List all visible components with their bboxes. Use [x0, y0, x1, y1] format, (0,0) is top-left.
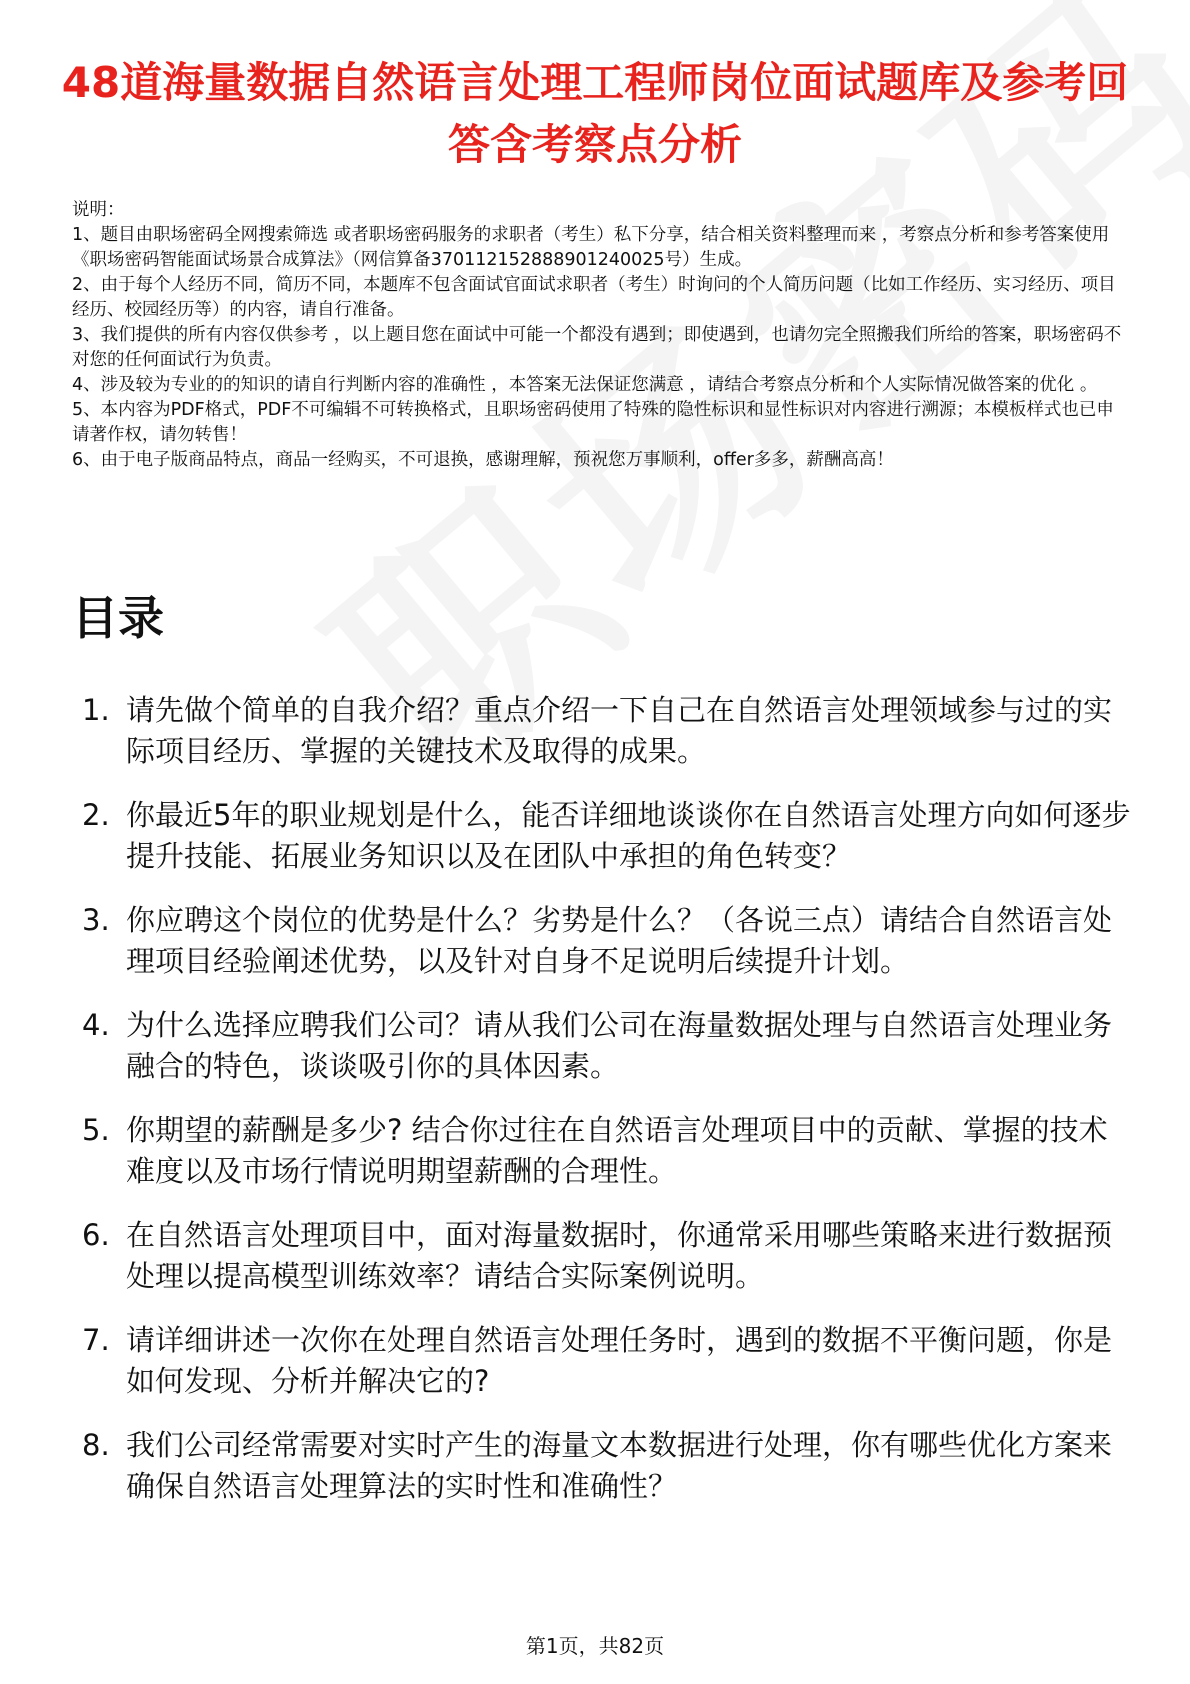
- question-list: [72, 690, 1132, 1530]
- question-number: 8.: [82, 1428, 110, 1462]
- question-text: 你应聘这个岗位的优势是什么？劣势是什么？（各说三点）请结合自然语言处理项目经验阐述优势，以及针对自身不足说明后续提升计划。: [126, 903, 1113, 978]
- page-title: 48道海量数据自然语言处理工程师岗位面试题库及参考回答含考察点分析: [61, 58, 1129, 169]
- question-text: 请先做个简单的自我介绍？重点介绍一下自己在自然语言处理领域参与过的实际项目经历、掌握的关键技术及取得的成果。: [126, 693, 1113, 768]
- question-item: [72, 1425, 1132, 1507]
- notice-item: 4、涉及较为专业的的知识的请自行判断内容的准确性 ，本答案无法保证您满意 ，请结合考察点分析和个人实际情况做答案的优化 。: [72, 375, 1098, 395]
- question-item: [72, 795, 1132, 877]
- notice-item: 6、由于电子版商品特点，商品一经购买，不可退换，感谢理解，预祝您万事顺利，offer多多，薪酬高高！: [72, 450, 894, 470]
- question-number: 2.: [82, 798, 110, 832]
- question-number: 7.: [82, 1323, 110, 1357]
- question-item: [72, 1320, 1132, 1402]
- notice-item: 3、我们提供的所有内容仅供参考 ，以上题目您在面试中可能一个都没有遇到；即使遇到，也请勿完全照搬我们所给的答案，职场密码不对您的任何面试行为负责。: [72, 325, 1122, 370]
- notice-item: 5、本内容为PDF格式，PDF不可编辑不可转换格式，且职场密码使用了特殊的隐性标识和显性标识对内容进行溯源；本模板样式也已申请著作权，请勿转售！: [72, 400, 1114, 445]
- question-text: 你期望的薪酬是多少? 结合你过往在自然语言处理项目中的贡献、掌握的技术难度以及市场行情说明期望薪酬的合理性。: [126, 1113, 1108, 1188]
- question-number: 6.: [82, 1218, 110, 1252]
- question-text: 请详细讲述一次你在处理自然语言处理任务时，遇到的数据不平衡问题，你是如何发现、分析并解决它的?: [126, 1323, 1113, 1398]
- question-number: 3.: [82, 903, 110, 937]
- notice-section: [72, 198, 1122, 473]
- notice-item: 2、由于每个人经历不同，简历不同，本题库不包含面试官面试求职者（考生）时询问的个人简历问题（比如工作经历、实习经历、项目经历、校园经历等）的内容，请自行准备。: [72, 275, 1116, 320]
- question-text: 你最近5年的职业规划是什么，能否详细地谈谈你在自然语言处理方向如何逐步提升技能、拓展业务知识以及在团队中承担的角色转变？: [126, 798, 1131, 873]
- question-number: 5.: [82, 1113, 110, 1147]
- question-text: 我们公司经常需要对实时产生的海量文本数据进行处理，你有哪些优化方案来确保自然语言处理算法的实时性和准确性？: [126, 1428, 1113, 1503]
- question-item: [72, 690, 1132, 772]
- toc-heading: 目录: [72, 591, 164, 645]
- page-footer: 第1页，共82页: [525, 1634, 665, 1658]
- question-item: [72, 900, 1132, 982]
- question-item: [72, 1005, 1132, 1087]
- question-number: 4.: [82, 1008, 110, 1042]
- question-item: [72, 1215, 1132, 1297]
- notice-item: 1、题目由职场密码全网搜索筛选 或者职场密码服务的求职者（考生）私下分享，结合相关资料整理而来 ，考察点分析和参考答案使用《职场密码智能面试场景合成算法》（网信算备370112152888901240025号）生成。: [72, 225, 1110, 270]
- question-text: 在自然语言处理项目中，面对海量数据时，你通常采用哪些策略来进行数据预处理以提高模型训练效率？请结合实际案例说明。: [126, 1218, 1113, 1293]
- question-item: [72, 1110, 1132, 1192]
- question-number: 1.: [82, 693, 110, 727]
- question-text: 为什么选择应聘我们公司？请从我们公司在海量数据处理与自然语言处理业务融合的特色，谈谈吸引你的具体因素。: [126, 1008, 1113, 1083]
- notice-heading: 说明：: [72, 200, 125, 220]
